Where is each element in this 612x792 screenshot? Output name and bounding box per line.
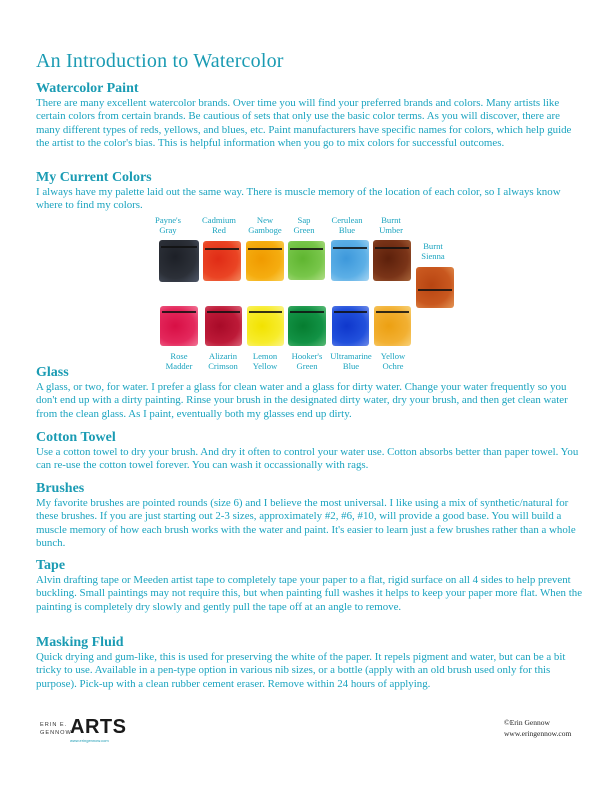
swatch-label-cerulean-blue: Cerulean Blue <box>331 215 363 235</box>
section-body: Use a cotton towel to dry your brush. And dry it often to control your water use. Cotton absorbs better than paper towel. You can re-use the cotton towel forever. You can wash it occassionally with rags. <box>36 446 579 472</box>
swatch-label-burnt-umber: Burnt Umber <box>379 215 403 235</box>
logo-arts: ARTS <box>70 716 127 738</box>
section-cotton-towel <box>36 430 584 473</box>
section-heading: Brushes <box>36 481 85 496</box>
section-masking-fluid <box>36 635 584 691</box>
section-heading: Glass <box>36 365 69 380</box>
section-heading: Watercolor Paint <box>36 81 139 96</box>
section-glass <box>36 365 584 421</box>
website-text: www.eringennow.com <box>504 729 572 738</box>
page-title: An Introduction to Watercolor <box>36 50 284 72</box>
swatch-alizarin-crimson <box>205 306 242 346</box>
swatch-label-burnt-sienna: Burnt Sienna <box>421 241 445 261</box>
copyright-text: ©Erin Gennow <box>504 718 550 727</box>
section-body: A glass, or two, for water. I prefer a glass for clean water and a glass for dirty water. Change your water frequently so you don't end up with a dirty painting. Rinse your brush in the designated dirty water, dry your brush, and then get clean water from the clean glass. As I paint, eventually both my glasses end up dirty. <box>36 381 568 420</box>
swatch-cerulean-blue <box>331 240 369 281</box>
section-body: I always have my palette laid out the same way. There is muscle memory of the location of each color, so I always know where to find my colors. <box>36 186 561 212</box>
swatch-burnt-umber <box>373 240 411 281</box>
section-heading: Tape <box>36 558 66 573</box>
section-body: Alvin drafting tape or Meeden artist tape to completely tape your paper to a flat, rigid surface on all 4 sides to help prevent buckling. Small paintings may not require this, but when painting full washes it helps to keep your paper more flat. When the painting is completely dry slowly and gently pull the tape off at an angle to remove. <box>36 574 583 613</box>
swatch-label-new-gamboge: New Gamboge <box>248 215 282 235</box>
logo-name-line2: GENNOW <box>40 730 72 736</box>
section-brushes <box>36 481 584 551</box>
erin-gennow-arts-logo <box>40 716 127 743</box>
swatch-label-paynes-gray: Payne's Gray <box>155 215 181 235</box>
swatch-label-ultramarine-blue: Ultramarine Blue <box>330 351 372 371</box>
section-body: My favorite brushes are pointed rounds (size 6) and I believe the most universal. I like using a mix of synthetic/natural for these brushes. If you are just starting out 2-3 sizes, approximately #2, #6, #10, will provide a good base. You will build a muscle memory of how each brush works with the water and paint. It's easier to learn just a few brushes rather than a whole bunch. <box>36 497 576 550</box>
swatch-label-sap-green: Sap Green <box>293 215 315 235</box>
section-heading: Cotton Towel <box>36 430 116 445</box>
swatch-label-rose-madder: Rose Madder <box>165 351 193 371</box>
copyright-block <box>504 717 571 739</box>
swatch-label-hookers-green: Hooker's Green <box>291 351 323 371</box>
swatch-cadmium-red <box>203 241 241 281</box>
logo-name-line1: ERIN E. <box>40 722 68 728</box>
swatch-hookers-green <box>288 306 326 346</box>
swatch-sap-green <box>288 241 325 280</box>
swatch-label-lemon-yellow: Lemon Yellow <box>252 351 278 371</box>
swatch-yellow-ochre <box>374 306 411 346</box>
section-body: There are many excellent watercolor brands. Over time you will find your preferred brands and colors. Many artists like certain colors from certain brands. Be cautious of sets that only use the basic color terms. As you will discover, there are many different types of reds, yellows, and blues, etc. Paint manufacturers have specific names for colors, which help guide the artist to the color's bias. This is helpful information when you go to mix colors for successful outcomes. <box>36 97 572 150</box>
swatch-ultramarine-blue <box>332 306 369 346</box>
section-current-colors <box>36 170 584 213</box>
logo-url: www.eringennow.com <box>70 738 109 743</box>
section-tape <box>36 558 584 614</box>
swatch-label-cadmium-red: Cadmium Red <box>202 215 236 235</box>
swatch-label-yellow-ochre: Yellow Ochre <box>380 351 406 371</box>
section-heading: My Current Colors <box>36 170 152 185</box>
section-heading: Masking Fluid <box>36 635 124 650</box>
swatch-rose-madder <box>160 306 198 346</box>
swatch-paynes-gray <box>159 240 199 282</box>
swatch-burnt-sienna <box>416 267 454 308</box>
swatch-new-gamboge <box>246 241 284 281</box>
section-watercolor-paint <box>36 81 584 151</box>
section-body: Quick drying and gum-like, this is used for preserving the white of the paper. It repels pigment and water, but can be a bit tricky to use. Available in a pen-type option in various nib sizes, or a bottle (apply with an old brush used only for this purpose). Pick-up with a clean rubber cement eraser. Remove within 24 hours of applying. <box>36 651 566 690</box>
swatch-lemon-yellow <box>247 306 284 346</box>
swatch-label-alizarin-crimson: Alizarin Crimson <box>208 351 238 371</box>
